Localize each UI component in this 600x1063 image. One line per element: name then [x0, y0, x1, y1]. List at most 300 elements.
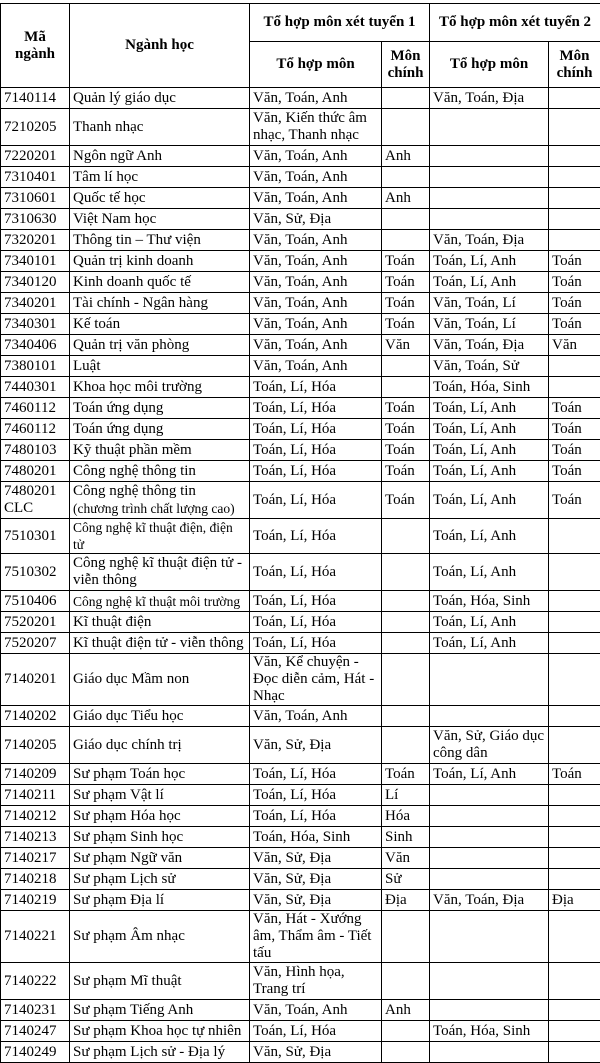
row-combo1: Toán, Lí, Hóa [250, 440, 382, 461]
row-major [70, 293, 250, 314]
row-combo2: Toán, Lí, Anh [430, 612, 549, 633]
row-main2: Toán [549, 314, 600, 335]
major-name: Sư phạm Khoa học tự nhiên [73, 1023, 241, 1039]
row-combo2 [430, 188, 549, 209]
row-main1: Anh [382, 1000, 430, 1021]
row-main1: Toán [382, 314, 430, 335]
table-row [1, 251, 600, 272]
major-name: Sư phạm Toán học [73, 766, 185, 782]
row-combo2: Toán, Lí, Anh [430, 764, 549, 785]
table-row [1, 440, 600, 461]
row-main1 [382, 209, 430, 230]
table-row [1, 398, 600, 419]
row-main2 [549, 554, 600, 591]
row-main2 [549, 785, 600, 806]
row-combo2 [430, 209, 549, 230]
row-main1: Lí [382, 785, 430, 806]
row-main2: Toán [549, 419, 600, 440]
row-combo1: Văn, Sử, Địa [250, 890, 382, 911]
table-row [1, 1000, 600, 1021]
row-combo1: Toán, Lí, Hóa [250, 806, 382, 827]
row-main2: Toán [549, 398, 600, 419]
row-main1: Toán [382, 764, 430, 785]
row-major [70, 167, 250, 188]
row-main2: Toán [549, 440, 600, 461]
table-row [1, 554, 600, 591]
row-major [70, 461, 250, 482]
row-main1 [382, 1021, 430, 1042]
row-combo1: Văn, Kể chuyện - Đọc diễn cảm, Hát - Nhạc [250, 654, 382, 706]
table-row [1, 188, 600, 209]
major-name: Sư phạm Mĩ thuật [73, 973, 182, 989]
row-main2 [549, 827, 600, 848]
row-combo2: Văn, Toán, Lí [430, 314, 549, 335]
row-code: 7140249 [1, 1042, 70, 1063]
header-combo1: Tổ hợp môn [250, 42, 382, 88]
row-combo1: Toán, Lí, Hóa [250, 461, 382, 482]
row-major [70, 963, 250, 1000]
table-row [1, 806, 600, 827]
table-row [1, 146, 600, 167]
row-major [70, 911, 250, 963]
row-code: 7480103 [1, 440, 70, 461]
major-name: Kĩ thuật điện tử - viễn thông [73, 635, 244, 651]
table-row [1, 461, 600, 482]
row-combo1: Toán, Lí, Hóa [250, 612, 382, 633]
row-code: 7140247 [1, 1021, 70, 1042]
row-main1: Toán [382, 461, 430, 482]
major-name: Sư phạm Tiếng Anh [73, 1002, 193, 1018]
row-main1 [382, 88, 430, 109]
row-main1 [382, 612, 430, 633]
row-combo1: Toán, Lí, Hóa [250, 591, 382, 612]
row-code: 7310401 [1, 167, 70, 188]
table-row [1, 377, 600, 398]
row-combo1: Văn, Toán, Anh [250, 188, 382, 209]
major-name: Quản trị văn phòng [73, 337, 189, 353]
row-code: 7460112 [1, 419, 70, 440]
header-main1: Môn chính [382, 42, 430, 88]
row-combo1: Văn, Kiến thức âm nhạc, Thanh nhạc [250, 109, 382, 146]
table-row [1, 890, 600, 911]
row-main2 [549, 377, 600, 398]
table-row [1, 519, 600, 554]
row-major [70, 1000, 250, 1021]
row-combo2 [430, 109, 549, 146]
row-major [70, 230, 250, 251]
row-code: 7340301 [1, 314, 70, 335]
row-main1: Văn [382, 848, 430, 869]
row-major [70, 1042, 250, 1063]
table-row [1, 827, 600, 848]
row-combo1: Toán, Lí, Hóa [250, 554, 382, 591]
major-name: Ngôn ngữ Anh [73, 148, 162, 164]
row-combo1: Toán, Lí, Hóa [250, 633, 382, 654]
row-main1: Toán [382, 419, 430, 440]
row-code: 7140222 [1, 963, 70, 1000]
major-name: Sư phạm Lịch sử - Địa lý [73, 1044, 225, 1060]
row-combo1: Văn, Toán, Anh [250, 251, 382, 272]
major-name: Kế toán [73, 316, 120, 332]
row-major [70, 88, 250, 109]
row-code: 7520201 [1, 612, 70, 633]
table-row [1, 612, 600, 633]
row-combo1: Văn, Toán, Anh [250, 706, 382, 727]
row-code: 7140219 [1, 890, 70, 911]
row-main2 [549, 1042, 600, 1063]
row-code: 7140205 [1, 727, 70, 764]
row-major [70, 785, 250, 806]
row-main2: Toán [549, 251, 600, 272]
row-main1: Địa [382, 890, 430, 911]
table-row [1, 764, 600, 785]
major-name: Quản trị kinh doanh [73, 253, 193, 269]
major-name: Giáo dục Tiểu học [73, 708, 183, 724]
row-major [70, 188, 250, 209]
major-name: Tài chính - Ngân hàng [73, 295, 208, 311]
row-combo1: Toán, Lí, Hóa [250, 482, 382, 519]
row-main2 [549, 519, 600, 554]
row-main1: Sử [382, 869, 430, 890]
row-code: 7520207 [1, 633, 70, 654]
major-name: Kinh doanh quốc tế [73, 274, 191, 290]
row-main1 [382, 377, 430, 398]
row-major [70, 251, 250, 272]
row-code: 7140114 [1, 88, 70, 109]
table-row [1, 727, 600, 764]
table-row [1, 356, 600, 377]
row-main1 [382, 230, 430, 251]
row-combo1: Văn, Toán, Anh [250, 88, 382, 109]
major-name: Công nghệ kĩ thuật điện tử - viễn thông [73, 555, 242, 588]
table-row [1, 591, 600, 612]
row-code: 7510302 [1, 554, 70, 591]
row-code: 7140231 [1, 1000, 70, 1021]
row-combo1: Văn, Toán, Anh [250, 272, 382, 293]
row-main2 [549, 806, 600, 827]
row-main1: Hóa [382, 806, 430, 827]
row-main1 [382, 554, 430, 591]
header-major: Ngành học [70, 4, 250, 88]
row-major [70, 706, 250, 727]
row-code: 7340101 [1, 251, 70, 272]
row-main1: Toán [382, 440, 430, 461]
row-main2 [549, 633, 600, 654]
table-row [1, 419, 600, 440]
row-combo1: Toán, Lí, Hóa [250, 764, 382, 785]
row-major [70, 440, 250, 461]
row-code: 7140209 [1, 764, 70, 785]
row-combo1: Toán, Lí, Hóa [250, 377, 382, 398]
row-main2 [549, 109, 600, 146]
row-major [70, 314, 250, 335]
major-name: Kĩ thuật điện [73, 614, 151, 630]
row-code: 7140201 [1, 654, 70, 706]
row-main1 [382, 519, 430, 554]
row-main2: Địa [549, 890, 600, 911]
row-combo1: Toán, Hóa, Sinh [250, 827, 382, 848]
row-main2: Toán [549, 764, 600, 785]
row-combo2: Toán, Hóa, Sinh [430, 1021, 549, 1042]
row-code: 7140211 [1, 785, 70, 806]
major-name: Sư phạm Lịch sử [73, 871, 176, 887]
header-group1: Tổ hợp môn xét tuyển 1 [250, 4, 430, 42]
row-main1: Sinh [382, 827, 430, 848]
row-code: 7140218 [1, 869, 70, 890]
row-main2 [549, 911, 600, 963]
row-main2: Toán [549, 272, 600, 293]
row-major [70, 764, 250, 785]
row-major [70, 519, 250, 554]
row-main2 [549, 963, 600, 1000]
major-name: Toán ứng dụng [73, 400, 163, 416]
row-main2 [549, 612, 600, 633]
row-combo2 [430, 963, 549, 1000]
major-name: Giáo dục Mầm non [73, 671, 189, 687]
row-code: 7380101 [1, 356, 70, 377]
row-main1 [382, 1042, 430, 1063]
table-row [1, 272, 600, 293]
row-major [70, 612, 250, 633]
row-major [70, 335, 250, 356]
row-combo2: Toán, Lí, Anh [430, 554, 549, 591]
row-major [70, 482, 250, 519]
row-code: 7320201 [1, 230, 70, 251]
row-combo1: Văn, Toán, Anh [250, 1000, 382, 1021]
major-name: Công nghệ thông tin [73, 463, 196, 479]
row-code: 7480201 CLC [1, 482, 70, 519]
major-name: Thông tin – Thư viện [73, 232, 201, 248]
row-main2 [549, 167, 600, 188]
row-main1: Toán [382, 293, 430, 314]
row-main2 [549, 356, 600, 377]
row-code: 7140213 [1, 827, 70, 848]
row-major [70, 272, 250, 293]
row-main2: Toán [549, 482, 600, 519]
row-combo1: Văn, Toán, Anh [250, 335, 382, 356]
table-row [1, 785, 600, 806]
row-main1: Anh [382, 188, 430, 209]
admission-table [0, 3, 600, 1063]
row-code: 7310601 [1, 188, 70, 209]
row-combo1: Toán, Lí, Hóa [250, 398, 382, 419]
row-combo1: Toán, Lí, Hóa [250, 785, 382, 806]
table-body [1, 88, 600, 1063]
row-combo1: Văn, Toán, Anh [250, 230, 382, 251]
major-name: Luật [73, 358, 101, 374]
row-main1 [382, 109, 430, 146]
row-code: 7460112 [1, 398, 70, 419]
row-combo2: Toán, Lí, Anh [430, 461, 549, 482]
table-row [1, 1021, 600, 1042]
table-row [1, 1042, 600, 1063]
row-main2 [549, 209, 600, 230]
row-combo2: Toán, Lí, Anh [430, 482, 549, 519]
table-row [1, 314, 600, 335]
major-name: Sư phạm Vật lí [73, 787, 164, 803]
row-combo2 [430, 1042, 549, 1063]
row-combo2: Toán, Lí, Anh [430, 419, 549, 440]
row-combo2 [430, 167, 549, 188]
row-combo2 [430, 706, 549, 727]
row-combo2: Văn, Toán, Địa [430, 230, 549, 251]
row-combo1: Văn, Hình họa, Trang trí [250, 963, 382, 1000]
row-main1 [382, 591, 430, 612]
row-main1: Toán [382, 398, 430, 419]
row-combo2: Toán, Lí, Anh [430, 633, 549, 654]
row-main1 [382, 706, 430, 727]
row-major [70, 398, 250, 419]
major-name: Giáo dục chính trị [73, 737, 182, 753]
row-main2 [549, 146, 600, 167]
major-name: Sư phạm Hóa học [73, 808, 181, 824]
row-combo2: Văn, Toán, Sử [430, 356, 549, 377]
row-main1 [382, 356, 430, 377]
table-row [1, 209, 600, 230]
row-main2 [549, 188, 600, 209]
row-combo2: Toán, Lí, Anh [430, 251, 549, 272]
row-combo1: Toán, Lí, Hóa [250, 519, 382, 554]
row-major [70, 890, 250, 911]
row-code: 7140217 [1, 848, 70, 869]
row-combo1: Văn, Hát - Xướng âm, Thẩm âm - Tiết tấu [250, 911, 382, 963]
header-main2: Môn chính [549, 42, 600, 88]
major-name: Công nghệ kĩ thuật môi trường [73, 594, 240, 609]
major-note: (chương trình chất lượng cao) [73, 501, 235, 516]
row-combo2: Toán, Lí, Anh [430, 272, 549, 293]
row-code: 7220201 [1, 146, 70, 167]
major-name: Kỹ thuật phần mềm [73, 442, 192, 458]
row-combo1: Văn, Sử, Địa [250, 848, 382, 869]
row-main2 [549, 591, 600, 612]
major-name: Sư phạm Ngữ văn [73, 850, 182, 866]
row-combo2 [430, 1000, 549, 1021]
row-major [70, 591, 250, 612]
row-main1 [382, 727, 430, 764]
table-row [1, 109, 600, 146]
row-code: 7310630 [1, 209, 70, 230]
row-main2 [549, 869, 600, 890]
row-major [70, 806, 250, 827]
row-combo1: Văn, Toán, Anh [250, 146, 382, 167]
major-name: Quốc tế học [73, 190, 145, 206]
row-combo2 [430, 146, 549, 167]
row-main2 [549, 727, 600, 764]
major-name: Việt Nam học [73, 211, 156, 227]
row-combo1: Văn, Sử, Địa [250, 727, 382, 764]
row-combo1: Văn, Toán, Anh [250, 314, 382, 335]
row-major [70, 356, 250, 377]
row-combo1: Văn, Toán, Anh [250, 167, 382, 188]
row-code: 7440301 [1, 377, 70, 398]
row-main1 [382, 654, 430, 706]
major-name: Công nghệ kĩ thuật điện, điện tử [73, 520, 233, 552]
row-main2 [549, 848, 600, 869]
row-code: 7210205 [1, 109, 70, 146]
row-main1: Toán [382, 251, 430, 272]
row-code: 7140202 [1, 706, 70, 727]
row-major [70, 146, 250, 167]
row-combo1: Toán, Lí, Hóa [250, 1021, 382, 1042]
table-row [1, 633, 600, 654]
row-code: 7340120 [1, 272, 70, 293]
row-major [70, 848, 250, 869]
major-name: Công nghệ thông tin [73, 483, 196, 499]
table-row [1, 167, 600, 188]
table-row [1, 293, 600, 314]
table-row [1, 706, 600, 727]
row-main2 [549, 230, 600, 251]
row-main1: Toán [382, 482, 430, 519]
major-name: Tâm lí học [73, 169, 138, 185]
table-row [1, 869, 600, 890]
row-combo2: Toán, Lí, Anh [430, 440, 549, 461]
row-combo2 [430, 654, 549, 706]
row-major [70, 209, 250, 230]
row-code: 7140221 [1, 911, 70, 963]
row-major [70, 869, 250, 890]
row-major [70, 419, 250, 440]
row-main2: Toán [549, 461, 600, 482]
row-major [70, 654, 250, 706]
row-combo2 [430, 806, 549, 827]
row-major [70, 377, 250, 398]
table-row [1, 654, 600, 706]
row-main2: Toán [549, 293, 600, 314]
row-major [70, 727, 250, 764]
row-combo2: Văn, Toán, Địa [430, 890, 549, 911]
row-main2 [549, 1021, 600, 1042]
row-major [70, 827, 250, 848]
row-combo2: Toán, Lí, Anh [430, 398, 549, 419]
table-row [1, 88, 600, 109]
major-name: Quản lý giáo dục [73, 90, 176, 106]
row-combo2: Toán, Lí, Anh [430, 519, 549, 554]
row-main2 [549, 88, 600, 109]
row-combo2 [430, 827, 549, 848]
header-combo2: Tổ hợp môn [430, 42, 549, 88]
row-main2: Văn [549, 335, 600, 356]
major-name: Sư phạm Âm nhạc [73, 928, 185, 944]
table-row [1, 963, 600, 1000]
row-main2 [549, 1000, 600, 1021]
row-combo1: Toán, Lí, Hóa [250, 419, 382, 440]
row-combo2: Văn, Toán, Địa [430, 335, 549, 356]
row-main1 [382, 167, 430, 188]
header-code: Mã ngành [1, 4, 70, 88]
row-code: 7480201 [1, 461, 70, 482]
row-main1: Văn [382, 335, 430, 356]
row-main1: Toán [382, 272, 430, 293]
row-combo2 [430, 911, 549, 963]
row-code: 7340201 [1, 293, 70, 314]
row-major [70, 1021, 250, 1042]
row-code: 7510301 [1, 519, 70, 554]
row-combo1: Văn, Sử, Địa [250, 1042, 382, 1063]
row-combo2 [430, 848, 549, 869]
row-combo1: Văn, Toán, Anh [250, 356, 382, 377]
row-combo2: Toán, Hóa, Sinh [430, 377, 549, 398]
row-code: 7510406 [1, 591, 70, 612]
major-name: Sư phạm Địa lí [73, 892, 164, 908]
row-combo1: Văn, Toán, Anh [250, 293, 382, 314]
table-row [1, 848, 600, 869]
header-group2: Tổ hợp môn xét tuyển 2 [430, 4, 600, 42]
row-major [70, 554, 250, 591]
major-name: Sư phạm Sinh học [73, 829, 183, 845]
row-combo2: Văn, Toán, Địa [430, 88, 549, 109]
row-code: 7340406 [1, 335, 70, 356]
